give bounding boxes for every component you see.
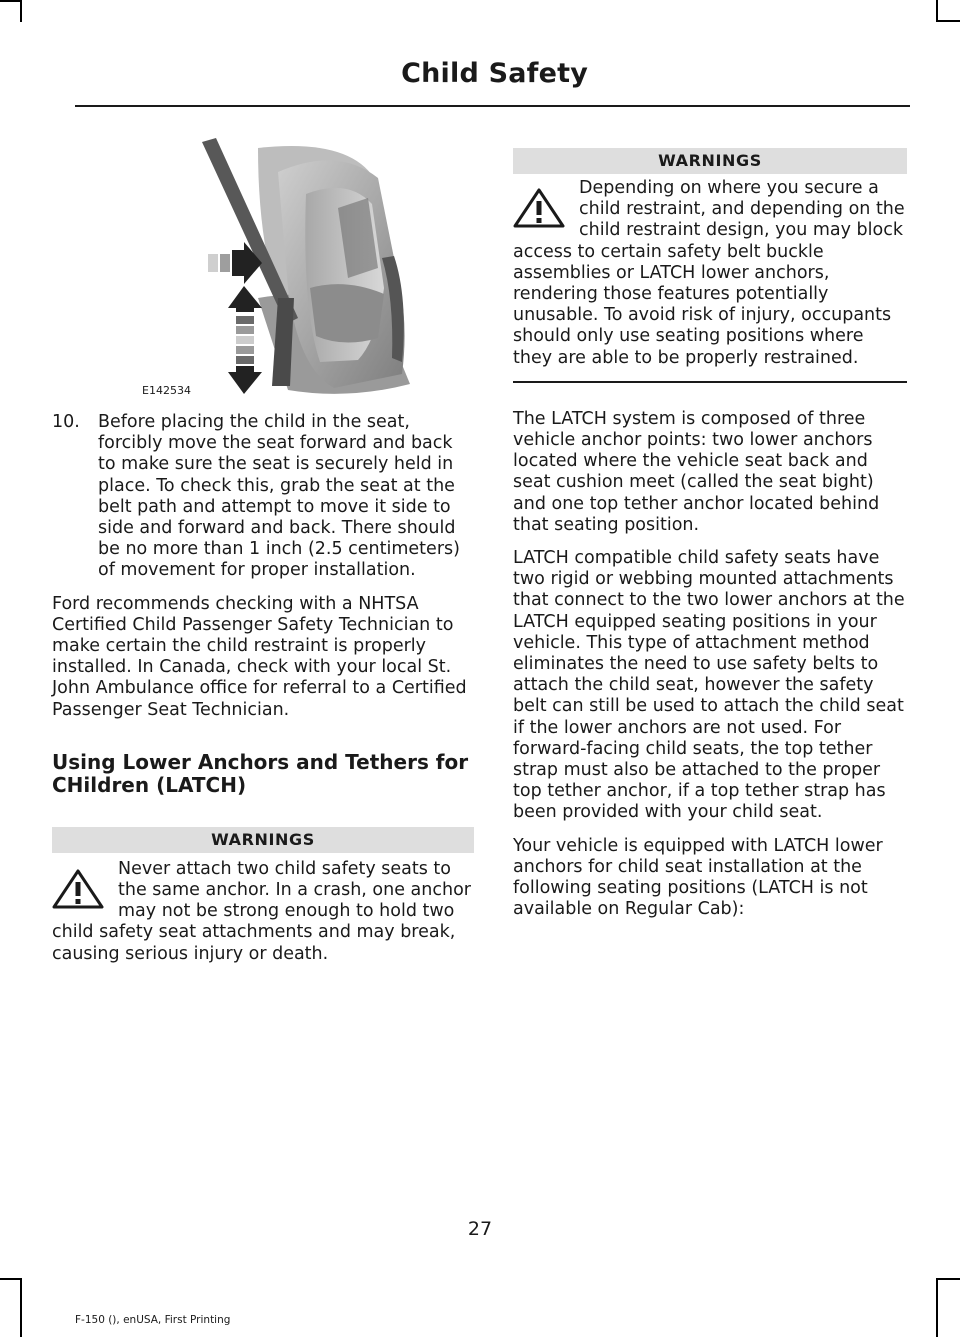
figure-code: E142534 [142, 384, 191, 397]
page-number: 27 [467, 1218, 493, 1240]
page-title: Child Safety [401, 58, 588, 89]
warning-text: Depending on where you secure a child restraint, and depending on the child restraint design, you may block access to certain safety belt buckle assemblies or LATCH lower anchors, rendering those features potentially unusable. To avoid risk of injury, occupants should only use seating positions where they are able to be properly restrained. [513, 178, 905, 368]
step-text: Before placing the child in the seat, forcibly move the seat forward and back to make sure the seat is securely held in place. To check this, grab the seat at the belt path and attempt to move it side to side and forward and back. There should be no more than 1 inch (2.5 centimeters) of movement for proper installation. [98, 412, 460, 581]
warnings-heading: WARNINGS [52, 827, 474, 853]
warning-body [513, 178, 907, 369]
child-seat-figure [138, 138, 478, 400]
crop-mark [0, 0, 22, 2]
crop-mark [20, 1278, 22, 1337]
footer-text: F-150 (), enUSA, First Printing [75, 1314, 231, 1326]
warning-triangle-icon [52, 869, 104, 909]
paragraph-latch-positions: Your vehicle is equipped with LATCH lower anchors for child seat installation at the following seating positions (LATCH is not available on Regular Cab): [513, 835, 883, 920]
step-number: 10. [52, 412, 80, 432]
warning-text: Never attach two child safety seats to the same anchor. In a crash, one anchor may not be strong enough to hold two child safety seat attachments and may break, causing serious injury or death. [52, 858, 471, 964]
crop-mark [936, 1278, 938, 1337]
crop-mark [936, 1278, 960, 1280]
step-10 [52, 412, 474, 582]
crop-mark [20, 0, 22, 22]
section-heading: Using Lower Anchors and Tethers for CHildren (LATCH) [52, 749, 469, 797]
warning-box-right [513, 148, 907, 383]
paragraph-ford-recommends: Ford recommends checking with a NHTSA Certified Child Passenger Safety Technician to make certain the child restraint is properly installed. In Canada, check with your local St. John Ambulance office for referral to a Certified Passenger Seat Technician. [52, 593, 467, 720]
right-column [513, 148, 907, 933]
warning-triangle-icon [513, 188, 565, 228]
warning-box-left [52, 827, 474, 965]
child-seat-illustration [138, 138, 478, 400]
crop-mark [0, 1278, 22, 1280]
warning-end-rule [513, 369, 907, 383]
header-rule [75, 105, 910, 107]
warning-body [52, 859, 474, 965]
crop-mark [936, 0, 938, 22]
paragraph-latch-compatible: LATCH compatible child safety seats have two rigid or webbing mounted attachments that connect to the two lower anchors at the LATCH equipped seating positions in your vehicle. This type of attachment method eliminates the need to use safety belts to attach the child seat, however the safety belt can still be used to attach the child seat if the lower anchors are not used. For forward-facing child seats, the top tether strap must also be attached to the proper top tether anchor, if a top tether strap has been provided with your child seat. [513, 548, 905, 823]
crop-mark [936, 20, 960, 22]
warnings-heading: WARNINGS [513, 148, 907, 174]
left-column [52, 138, 474, 965]
paragraph-latch-system: The LATCH system is composed of three vehicle anchor points: two lower anchors located where the vehicle seat back and seat cushion meet (called the seat bight) and one top tether anchor located behind that seating position. [513, 408, 880, 535]
